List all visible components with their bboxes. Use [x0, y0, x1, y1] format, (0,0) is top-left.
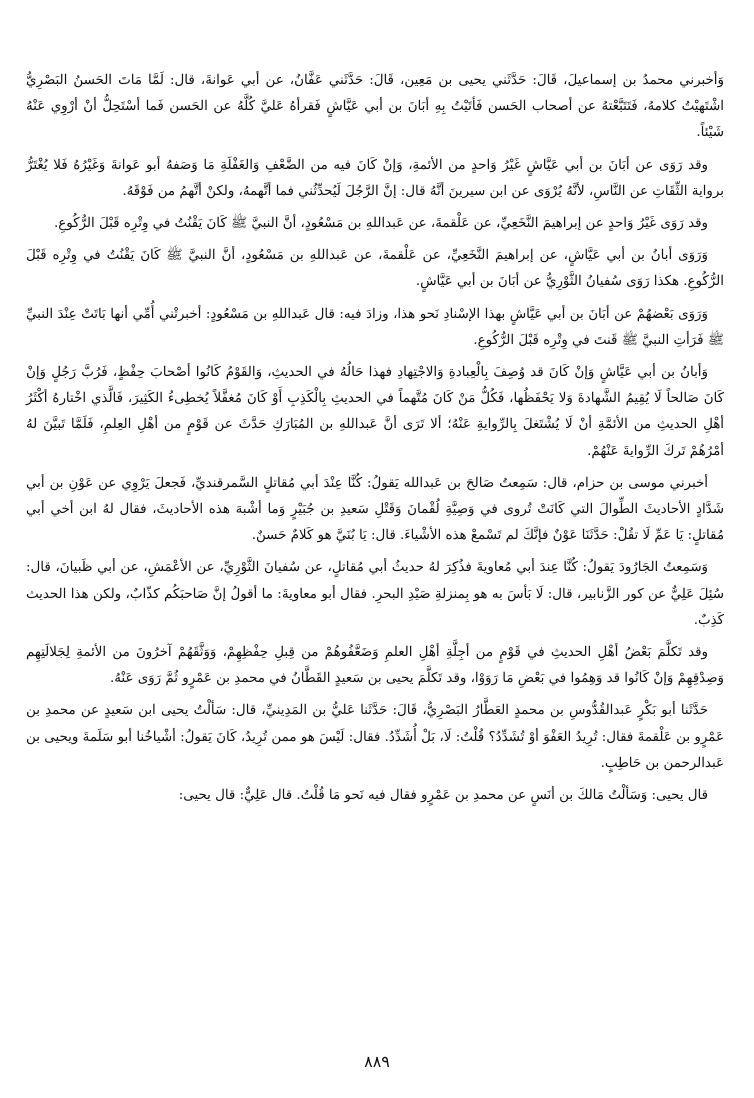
- paragraph-1: وَأخبرني محمدُ بن إسماعيلَ، قَالَ: حَدَّثَني يحيى بن مَعِين، قَالَ: حَدَّثَني عَفَّانُ، عن أبي عَوانةَ، قال: لَمَّا مَاتَ الحَسنُ البَصْرِيُّ اشْتَهيْتُ كلامهُ، فَتَتَبَّعْتهُ عن أصحاب الحَسن فَأتَيْتُ بِهِ أبَانَ بن أبي عَيَّاشٍ فَقرأهُ عَليَّ كُلَّهُ عن الحَسن فَما أسْتَحِلُّ أنْ أرْوِي عَنْهُ شَيْئاً.: [26, 73, 724, 141]
- paragraph-6: وَأبانُ بن أبي عَيَّاشٍ وَإنْ كَانَ قد وُصِفَ بِالْعِبادةِ وَالاجْتِهادِ فهذا حَالُهُ في الحديثِ، وَالقَوْمُ كَانُوا أصْحابَ حِفْظٍ، فَرُبَّ رَجُلٍ وَإنْ كَانَ صَالحاً لَا يُقِيمُ الشَّهادةَ وَلا يَحْفَظُها، فَكُلُّ مَنْ كَانَ مُتَّهماً في الحديثِ بِالْكَذِبِ أَوْ كَانَ مُغفَّلاً يُخطِىءُ الكَثِيرَ، فَالَّذي اخْتارهُ أكْثَرُ أهْلِ الحديثِ من الأئمَّةِ أنْ لَا يُشْتَغلَ بِالرِّوايةِ عَنْهُ؛ ألا تَرَى أنَّ عَبداللهِ بن المُبَارَكِ حَدَّثَ عن قَوْمٍ من أهْلِ العِلمِ، فَلَمَّا تَبيَّنَ لهُ أمْرُهُمْ تَركَ الرِّوايةَ عَنْهُمْ.: [26, 365, 724, 459]
- paragraph-8: وَسَمِعتُ الجَارُودَ يَقولُ: كُنَّا عِندَ أبي مُعاويةَ فذُكِرَ لهُ حديثُ أبي مُقاتلٍ، عن سُفيانَ الثَّوْرِيِّ، عن الأعْمَشِ، عن أبي ظَبيانَ، قال: سُئِلَ عَلِيٌّ عن كور الزَّنابير، قال: لَا بَأسَ به هو بِمنزلةِ صَيْدِ البحرِ. فقال أبو معاويةَ: ما أقولُ إنَّ صَاحبَكُم كذّابٌ، ولكن هذا الحديث كَذِبٌ.: [26, 560, 724, 628]
- paragraph-11: قال يحيى: وَسَألْتُ مَالكَ بن أنَسٍ عن محمدِ بن عَمْرٍو فقال فيه نَحو مَا قُلْتُ. قال عَلِيٌّ: قال يحيى:: [178, 788, 708, 804]
- paragraph-2: وقد رَوَى عن أبَانَ بن أبي عَيَّاشٍ غَيْرُ وَاحدٍ من الأئمةِ، وَإنْ كَانَ فيه من الضَّعْفِ وَالغَفْلَةِ مَا وَصَفهُ أبو عَوانةَ وَغَيْرُهُ فَلا يُغْتَرُّ برواية الثِّقَاتِ عن النَّاسِ، لأنَّهُ يُرْوَى عن ابن سيرينَ أنَّهُ قال: إنَّ الرَّجُلَ لَيُحدِّثُني فما أتَّهمهُ، ولكنْ أتَّهمُ من فَوْقَهُ.: [26, 157, 724, 199]
- paragraph-3: وقد رَوَى غَيْرُ وَاحدٍ عن إبراهيمَ النَّخَعِيِّ، عن عَلْقمةَ، عن عَبداللهِ بن مَسْعُودٍ، أنَّ النبيَّ ﷺ كَانَ يَقْنُتُ في وِتْرِه قَبْلَ الرُّكُوعِ.: [53, 216, 708, 232]
- page-number: ٨٨٩: [364, 1052, 390, 1071]
- paragraph-7: أخبرني موسى بن حزام، قال: سَمِعتُ صَالحَ بن عَبدالله يَقولُ: كُنَّا عِنْدَ أبي مُقاتلٍ السَّمرقنديِّ، فَجعلَ يَرْوِي عن عَوْنِ بن أبي شَدَّادٍ الأحاديثَ الطِّوالَ التي كَانَتْ تُروى في وَصِيَّةِ لُقْمانَ وَقَتْلِ سَعيدِ بن جُبَيْرٍ وَما أشْبهَ هذه الأحاديثَ، فقال لهُ ابن أخي أبي مُقاتلٍ: يَا عَمِّ لَا تقُلْ: حَدَّثَنَا عَوْنٌ فإنَّكَ لم تَسْمعْ هذه الأشْياءَ. قال: يَا بُنَيَّ هو كَلامٌ حَسنٌ.: [26, 475, 724, 544]
- paragraph-4: وَرَوَى أبانُ بن أبي عَيَّاشٍ، عن إبراهيمَ النَّخَعِيِّ، عن عَلْقمةَ، عن عَبداللهِ بن مَسْعُودٍ، أنَّ النبيَّ ﷺ كَانَ يَقْنُتُ في وِتْرِه قَبْلَ الرُّكُوعِ. هكذا رَوَى سُفيانُ الثَّوْرِيُّ عن أبَانَ بن أبي عَيَّاشٍ.: [26, 248, 724, 290]
- paragraph-5: وَرَوَى بَعْضهُمْ عن أبَانَ بن أبي عَيَّاشٍ بهذا الإسْنادِ نَحو هذا، وزادَ فيه: قال عَبداللهِ بن مَسْعُودٍ: أخبرتْني أُمِّي أنها بَاتَتْ عِنْدَ النبيِّ ﷺ فَرَأتِ النبيَّ ﷺ قَنتَ في وِتْرِه قَبْلَ الرُّكُوعِ.: [26, 306, 724, 348]
- paragraph-10: حَدَّثَنا أبو بَكْرٍ عَبدالقُدُّوسِ بن محمدٍ العَطَّارُ البَصْرِيُّ، قَالَ: حَدَّثَنا عَليُّ بن المَدِينيِّ، قال: سَألْتُ يحيى ابن سَعيدٍ عن محمدِ بن عَمْرٍو بن عَلْقمةَ فقال: تُرِيدُ العَفْوَ أوْ تُشَدِّدُ؟ قُلْتُ: لَا، بَلْ أُشَدِّدُ. فقال: لَيْسَ هو ممن تُرِيدُ، كَانَ يَقولُ: أشْياخُنا أبو سَلَمةَ ويحيى بن عَبدالرحمن بن حَاطِبٍ.: [26, 703, 724, 771]
- paragraph-9: وقد تَكلَّمَ بَعْضُ أهْلِ الحديثِ في قَوْمٍ من أجِلَّةِ أهْلِ العلمِ وَضَعَّفُوهُمْ من قِبلِ حِفْظِهِمْ، وَوَثَّقَهُمْ آخرُونَ من الأئمةِ لِجَلالَتِهِم وَصِدْقِهِمْ وَإنْ كَانُوا قد وَهِمُوا في بَعْضِ مَا رَوَوْا، وقد تَكلَّمَ يحيى بن سَعيدٍ القَطَّانُ في محمدِ بن عَمْرٍو ثُمَّ رَوَى عَنْهُ.: [26, 645, 724, 687]
